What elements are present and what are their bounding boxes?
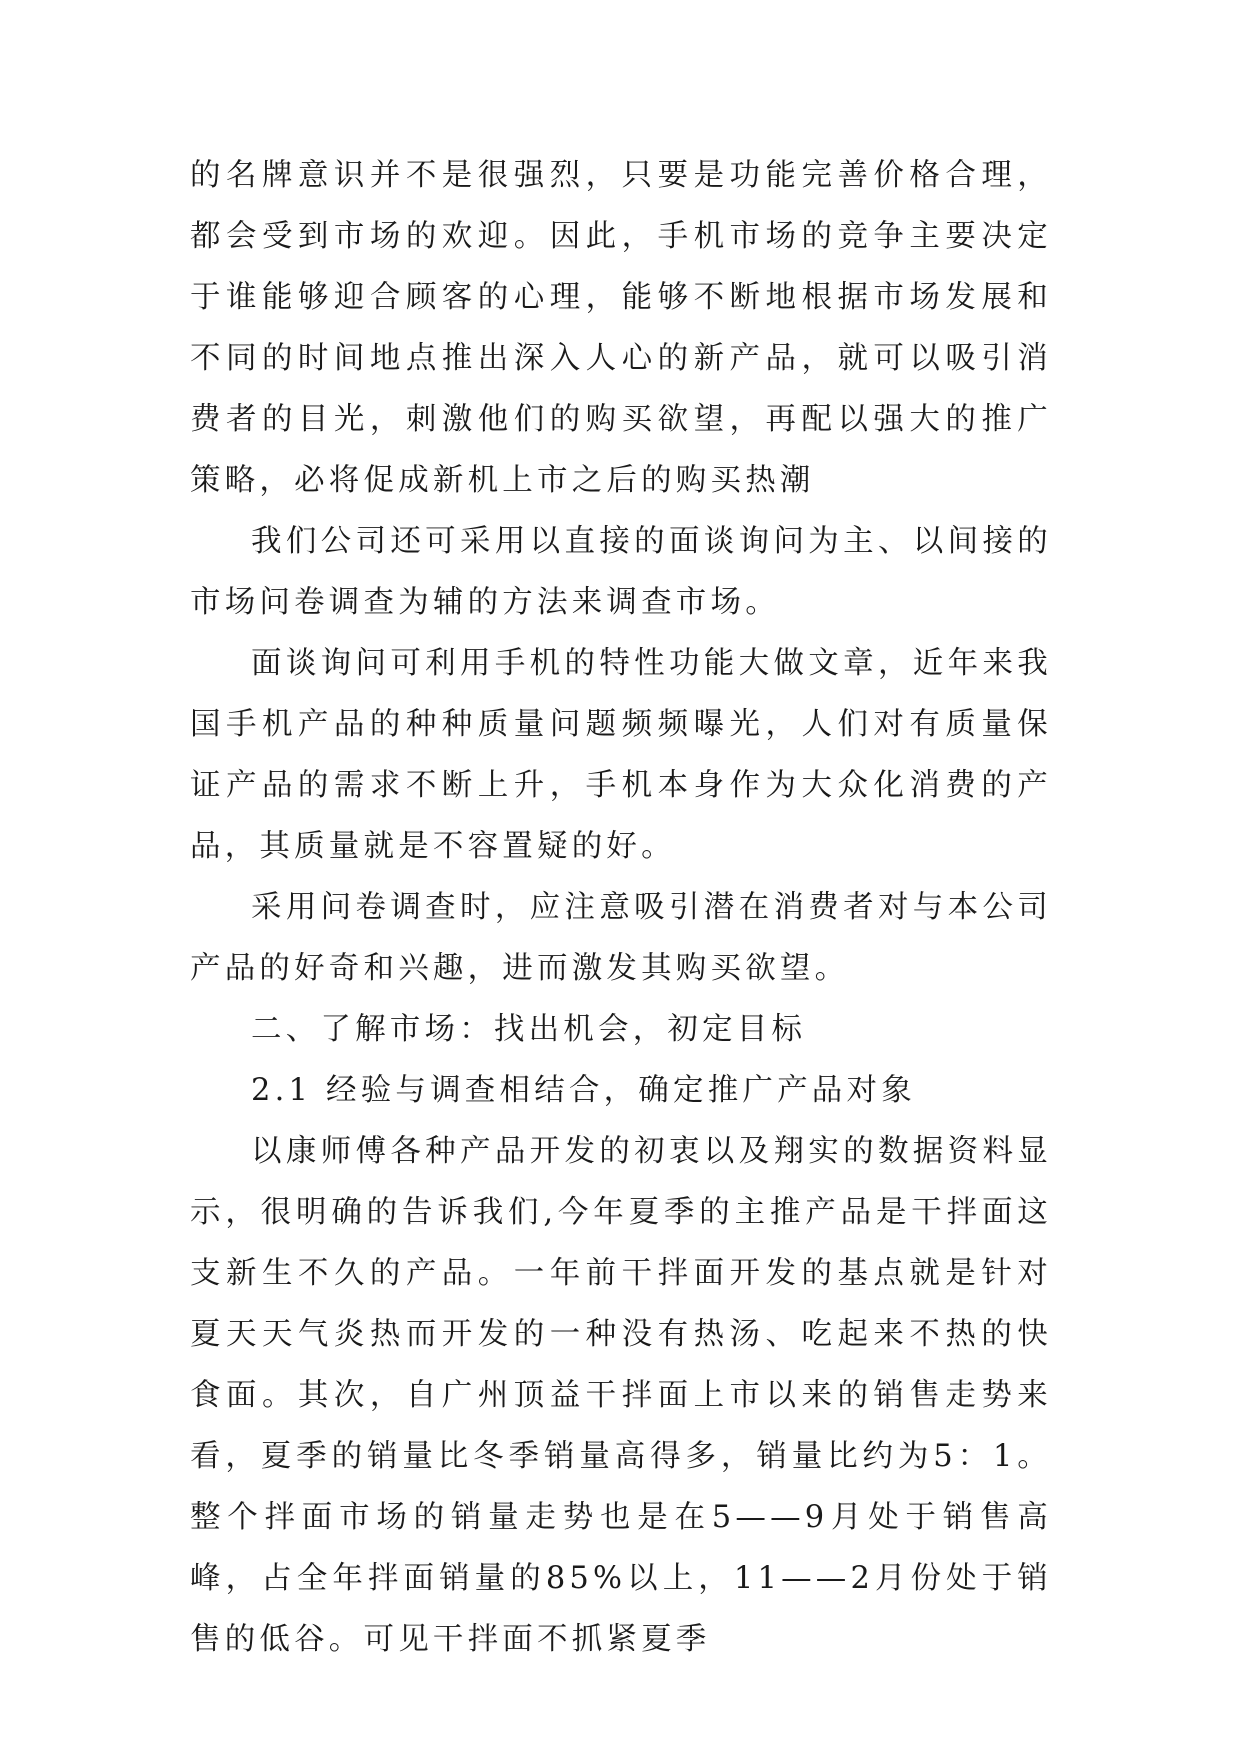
- body-text: [190, 145, 1052, 1670]
- paragraph-survey-method: 我们公司还可采用以直接的面谈询问为主、以间接的市场问卷调查为辅的方法来调查市场。: [190, 524, 1052, 620]
- paragraph-product-analysis: 以康师傅各种产品开发的初衷以及翔实的数据资料显示，很明确的告诉我们,今年夏季的主推产品是干拌面这支新生不久的产品。一年前干拌面开发的基点就是针对夏天天气炎热而开发的一种没有热汤、吃起来不热的快食面。其次，自广州顶益干拌面上市以来的销售走势来看，夏季的销量比冬季销量高得多，销量比约为5：1。整个拌面市场的销量走势也是在5——9月处于销售高峰，占全年拌面销量的85%以上，11——2月份处于销售的低谷。可见干拌面不抓紧夏季: [190, 1134, 1052, 1657]
- section-heading: 二、了解市场：找出机会，初定目标: [251, 1012, 807, 1047]
- paragraph-interview: 面谈询问可利用手机的特性功能大做文章，近年来我国手机产品的种种质量问题频频曝光，人们对有质量保证产品的需求不断上升，手机本身作为大众化消费的产品，其质量就是不容置疑的好。: [190, 646, 1052, 864]
- subsection-heading: 2.1 经验与调查相结合，确定推广产品对象: [251, 1073, 916, 1108]
- paragraph-questionnaire: 采用问卷调查时，应注意吸引潜在消费者对与本公司产品的好奇和兴趣，进而激发其购买欲望。: [190, 890, 1052, 986]
- paragraph-market-demand: 的名牌意识并不是很强烈，只要是功能完善价格合理，都会受到市场的欢迎。因此，手机市场的竞争主要决定于谁能够迎合顾客的心理，能够不断地根据市场发展和不同的时间地点推出深入人心的新产品，就可以吸引消费者的目光，刺激他们的购买欲望，再配以强大的推广策略，必将促成新机上市之后的购买热潮: [190, 158, 1052, 498]
